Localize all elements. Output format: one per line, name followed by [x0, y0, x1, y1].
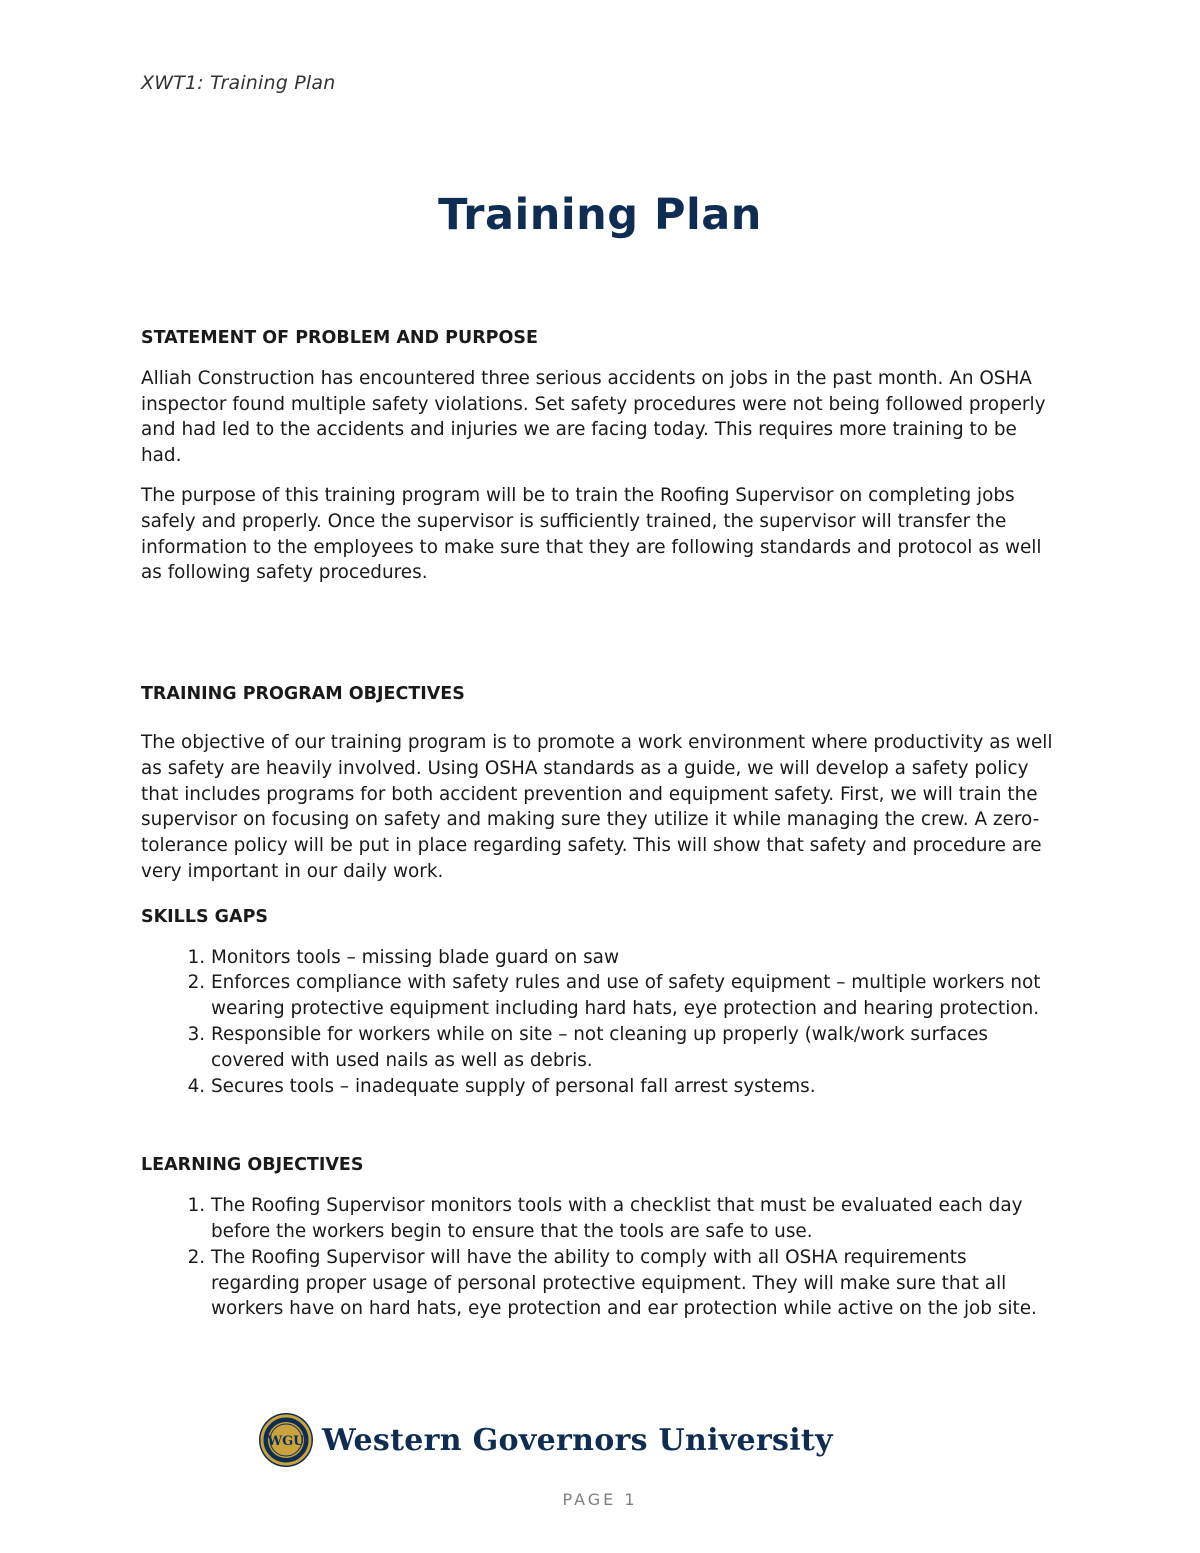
objectives-paragraph: The objective of our training program is to promote a work environment where productivity as well as safety are heavily involved. Using OSHA standards as a guide, we will develop a safety policy that includes programs for both accident prevention and equipment safety. First, we will train the supervisor on focusing on safety and making sure they utilize it while managing the crew. A zero-tolerance policy will be put in place regarding safety. This will show that safety and procedure are very important in our daily work. — [141, 731, 1053, 882]
page-header: XWT1: Training Plan — [141, 72, 336, 94]
page-number: PAGE 1 — [562, 1490, 638, 1509]
section-heading-problem: STATEMENT OF PROBLEM AND PURPOSE — [141, 328, 538, 348]
seal-text: WGU — [267, 1434, 305, 1449]
problem-paragraph: Alliah Construction has encountered three serious accidents on jobs in the past month. An OSHA inspector found multiple safety violations. Set safety procedures were not being followed properly and had led to the accidents and injuries we are facing today. This requires more training to be had. — [141, 367, 1046, 467]
wgu-wordmark: Western Governors University — [322, 1422, 833, 1458]
learning-objectives-list — [141, 1193, 1061, 1322]
list-item: 4. Secures tools – inadequate supply of personal fall arrest systems. — [211, 1074, 1061, 1100]
list-item: 1. Monitors tools – missing blade guard on saw — [211, 945, 1061, 971]
list-item: 1. The Roofing Supervisor monitors tools with a checklist that must be evaluated each day before the workers begin to ensure that the tools are safe to use. — [211, 1193, 1061, 1245]
document-body — [141, 326, 1061, 1322]
list-item: 2. The Roofing Supervisor will have the ability to comply with all OSHA requirements regarding proper usage of personal protective equipment. They will make sure that all workers have on hard hats, eye protection and ear protection while active on the job site. — [211, 1245, 1061, 1322]
section-heading-objectives: TRAINING PROGRAM OBJECTIVES — [141, 684, 465, 705]
list-item: 3. Responsible for workers while on site – not cleaning up properly (walk/work surfaces covered with used nails as well as debris. — [211, 1022, 1061, 1074]
skills-gaps-list — [141, 945, 1061, 1100]
section-heading-skills-gaps: SKILLS GAPS — [141, 906, 269, 927]
wgu-seal-icon — [258, 1412, 314, 1468]
section-heading-learning-objectives: LEARNING OBJECTIVES — [141, 1155, 364, 1176]
document-title: Training Plan — [438, 190, 762, 240]
list-item: 2. Enforces compliance with safety rules and use of safety equipment – multiple workers not wearing protective equipment including hard hats, eye protection and hearing protection. — [211, 970, 1061, 1022]
purpose-paragraph: The purpose of this training program will be to train the Roofing Supervisor on completing jobs safely and properly. Once the supervisor is sufficiently trained, the supervisor will transfer the information to the employees to make sure that they are following standards and protocol as well as following safety procedures. — [141, 484, 1042, 584]
wgu-logo — [258, 1410, 833, 1470]
